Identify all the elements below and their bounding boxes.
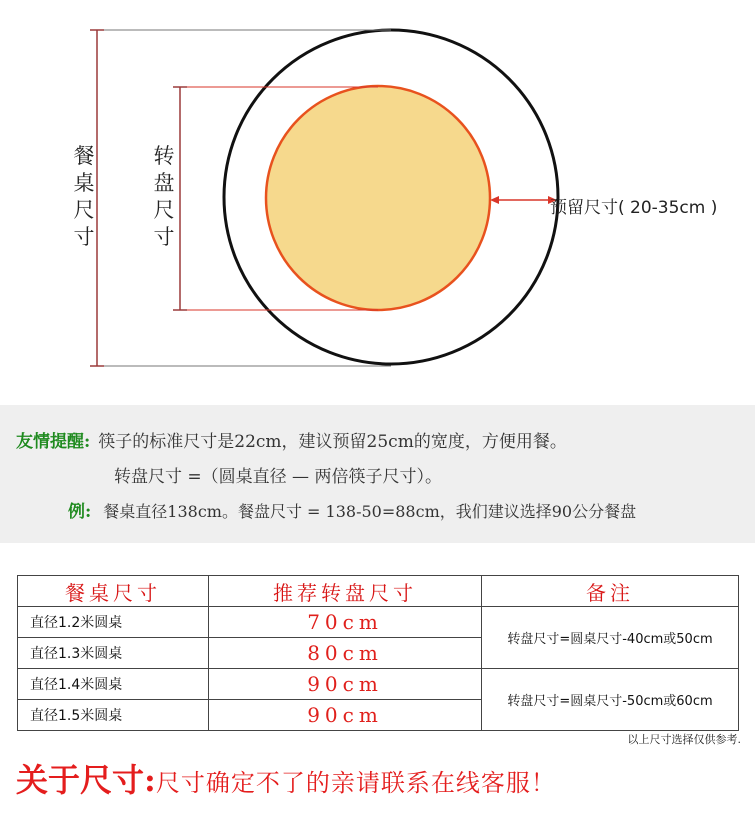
- table-row: [18, 607, 739, 638]
- tip-line-2: [114, 462, 442, 487]
- row-table-size: 直径1.2米圆桌: [18, 607, 209, 638]
- tip-text-3: 餐桌直径138cm。餐盘尺寸 = 138-50=88cm，我们建议选择90公分餐盘: [103, 502, 637, 521]
- row-table-size: 直径1.5米圆桌: [18, 700, 209, 731]
- tips-panel: [0, 405, 755, 543]
- row-table-size: 直径1.4米圆桌: [18, 669, 209, 700]
- row-turntable-size: 90cm: [209, 700, 482, 731]
- table-row: [18, 669, 739, 700]
- turntable-circle: [266, 86, 490, 310]
- about-size-banner: [16, 755, 556, 801]
- header-table-size: 餐桌尺寸: [18, 576, 209, 607]
- table-header-row: [18, 576, 739, 607]
- row-turntable-size: 80cm: [209, 638, 482, 669]
- size-diagram: [0, 0, 755, 400]
- row-note: 转盘尺寸=圆桌尺寸-40cm或50cm: [482, 607, 739, 669]
- example-label: 例:: [68, 502, 92, 522]
- tip-text-2: 转盘尺寸 =（圆桌直径 — 两倍筷子尺寸）。: [114, 467, 442, 487]
- row-turntable-size: 70cm: [209, 607, 482, 638]
- tip-line-3: [68, 497, 636, 522]
- about-size-heading: 关于尺寸:: [16, 761, 156, 799]
- tips-heading: 友情提醒:: [16, 432, 91, 452]
- table-size-label: 餐 桌 尺 寸: [73, 144, 95, 249]
- row-turntable-size: 90cm: [209, 669, 482, 700]
- turntable-size-label: 转 盘 尺 寸: [153, 144, 175, 249]
- size-table: [17, 575, 739, 731]
- row-note: 转盘尺寸=圆桌尺寸-50cm或60cm: [482, 669, 739, 731]
- tip-text-1: 筷子的标准尺寸是22cm，建议预留25cm的宽度，方便用餐。: [98, 432, 567, 452]
- row-table-size: 直径1.3米圆桌: [18, 638, 209, 669]
- about-size-text: 尺寸确定不了的亲请联系在线客服！: [155, 769, 556, 797]
- reference-footnote: 以上尺寸选择仅供参考.: [627, 733, 741, 746]
- header-recommended-turntable: 推荐转盘尺寸: [209, 576, 482, 607]
- reserve-size-label: 预留尺寸( 20-35cm ): [550, 198, 718, 218]
- header-notes: 备注: [482, 576, 739, 607]
- tip-line-1: [16, 427, 567, 452]
